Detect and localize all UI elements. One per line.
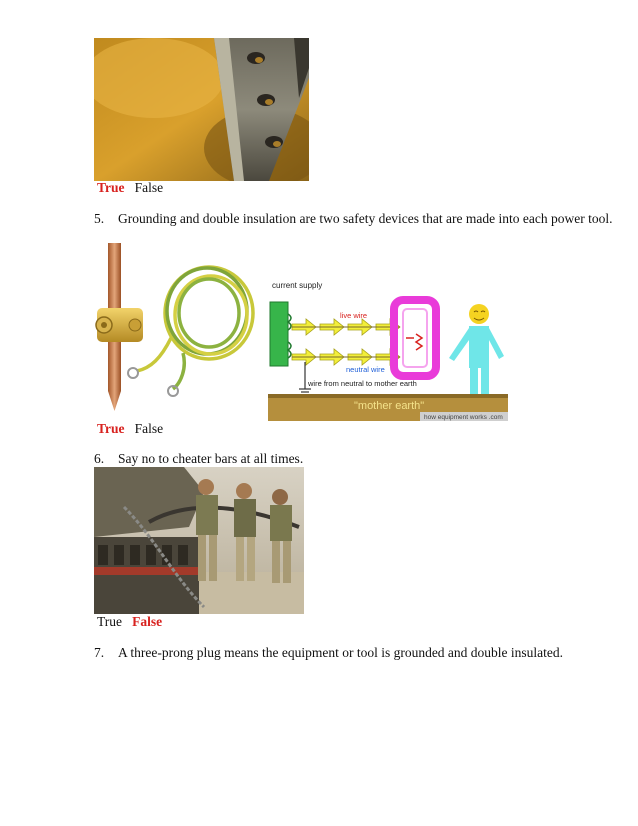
q5-number: 5. (94, 211, 105, 226)
q6-statement (94, 451, 303, 467)
q4-answer-row (97, 180, 163, 196)
diagram-label-current-supply: current supply (272, 281, 323, 290)
q6-answer-row (97, 614, 162, 630)
diagram-label-neutral-wire: neutral wire (346, 365, 385, 374)
q4-true-option[interactable]: True (97, 180, 125, 195)
q5-text: Grounding and double insulation are two safety devices that are made into each power tool. (118, 211, 613, 226)
diagram-label-mother-earth: "mother earth" (354, 400, 425, 412)
q5-statement (94, 211, 612, 227)
q6-text: Say no to cheater bars at all times. (118, 451, 304, 466)
q7-number: 7. (94, 645, 105, 660)
q6-number: 6. (94, 451, 105, 466)
soldiers-pulling-photo (94, 467, 304, 614)
q7-text: A three-prong plug means the equipment or tool is grounded and double insulated. (118, 645, 564, 660)
q5-answer-row (97, 421, 163, 437)
diagram-label-earth-wire: wire from neutral to mother earth (308, 379, 417, 388)
metal-blade-photo (94, 38, 309, 181)
diagram-label-live-wire: live wire (340, 311, 368, 320)
q5-true-option[interactable]: True (97, 421, 125, 436)
q5-false-option[interactable]: False (134, 421, 164, 436)
diagram-credit: how equipment works .com (424, 414, 503, 421)
grounding-rod-photo (91, 243, 267, 415)
q6-false-option[interactable]: False (132, 614, 163, 629)
q4-false-option[interactable]: False (134, 180, 164, 195)
q7-statement (94, 645, 563, 661)
q6-true-option[interactable]: True (97, 614, 123, 629)
grounding-diagram (268, 276, 508, 421)
